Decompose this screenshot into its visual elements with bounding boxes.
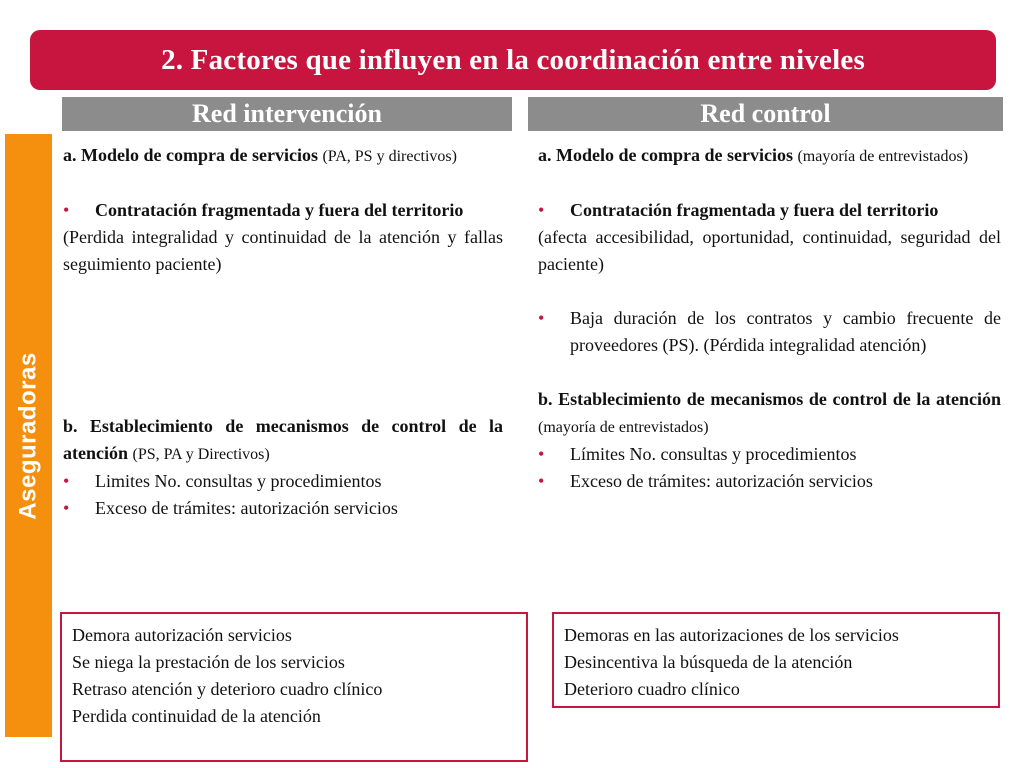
consequences-box-right [552, 612, 1000, 708]
bullet-icon: • [538, 200, 545, 220]
slide-title: 2. Factores que influyen en la coordinación entre niveles [161, 43, 865, 76]
consequence-line: Se niega la prestación de los servicios [72, 652, 345, 672]
title-banner [30, 30, 996, 90]
bullet-text: Exceso de trámites: autorización servicios [570, 471, 873, 491]
section-a-heading: a. Modelo de compra de servicios [538, 145, 793, 165]
section-a-note: (mayoría de entrevistados) [797, 148, 969, 165]
section-b-title [538, 386, 1001, 441]
bullet-icon: • [538, 444, 545, 464]
consequences-box-left [60, 612, 528, 762]
section-b-note: (mayoría de entrevistados) [538, 419, 709, 436]
bullet-icon: • [63, 498, 70, 518]
bullet-item [538, 197, 1001, 224]
consequence-line: Demoras en las autorizaciones de los servicios [564, 625, 899, 645]
bullet-text: Límites No. consultas y procedimientos [570, 444, 857, 464]
bullet-icon: • [63, 471, 70, 491]
consequence-line: Desincentiva la búsqueda de la atención [564, 652, 853, 672]
bullet-icon: • [538, 471, 545, 491]
section-a-title [63, 142, 503, 170]
section-a-heading: a. Modelo de compra de servicios [63, 145, 318, 165]
consequence-line: Deterioro cuadro clínico [564, 679, 740, 699]
consequence-line: Demora autorización servicios [72, 625, 292, 645]
bullet-icon: • [538, 308, 545, 328]
column-red-control [538, 142, 1001, 495]
side-bar-aseguradoras [5, 134, 52, 737]
bullet-text: Contratación fragmentada y fuera del territorio [95, 200, 464, 220]
header-red-intervencion: Red intervención [62, 97, 512, 131]
bullet-item [538, 305, 1001, 359]
section-a-title [538, 142, 1001, 170]
side-label: Aseguradoras [14, 351, 42, 520]
bullet-text: Exceso de trámites: autorización servicios [95, 498, 398, 518]
bullet-text: Baja duración de los contratos y cambio frecuente de proveedores (PS). (Pérdida integralidad atención) [570, 308, 1001, 355]
consequence-line: Perdida continuidad de la atención [72, 706, 321, 726]
bullet-icon: • [63, 200, 70, 220]
section-a-note: (PA, PS y directivos) [322, 148, 457, 165]
section-b-note: (PS, PA y Directivos) [132, 446, 270, 463]
bullet-item [538, 441, 1001, 468]
section-b-heading: b. Establecimiento de mecanismos de control de la atención [63, 416, 503, 463]
bullet-item [63, 468, 503, 495]
bullet-item [538, 468, 1001, 495]
bullet-text: Limites No. consultas y procedimientos [95, 471, 382, 491]
paragraph: (Perdida integralidad y continuidad de la atención y fallas seguimiento paciente) [63, 227, 503, 274]
paragraph: (afecta accesibilidad, oportunidad, continuidad, seguridad del paciente) [538, 227, 1001, 274]
bullet-item [63, 495, 503, 522]
consequence-line: Retraso atención y deterioro cuadro clínico [72, 679, 383, 699]
column-red-intervencion [63, 142, 503, 522]
section-b-heading: b. Establecimiento de mecanismos de control de la atención [538, 389, 1001, 409]
bullet-item [63, 197, 503, 224]
section-b-title [63, 413, 503, 468]
bullet-text: Contratación fragmentada y fuera del territorio [570, 200, 939, 220]
header-red-control: Red control [528, 97, 1003, 131]
